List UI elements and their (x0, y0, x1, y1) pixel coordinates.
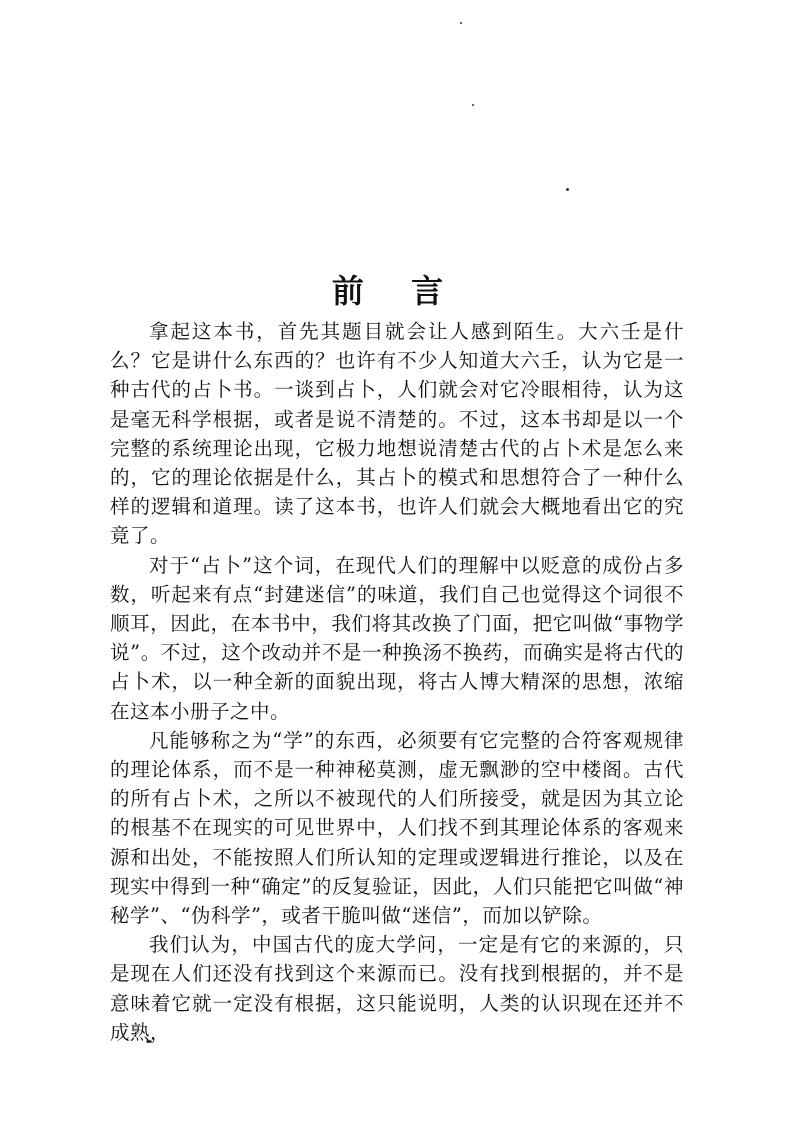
paragraph: 凡能够称之为“学”的东西，必须要有它完整的合符客观规律的理论体系，而不是一种神秘莫测，虚无飘渺的空中楼阁。古代的所有占卜术，之所以不被现代的人们所接受，就是因为其立论的根基不在现实的可见世界中，人们找不到其理论体系的客观来源和出处，不能按照人们所认知的定理或逻辑进行推论，以及在现实中得到一种“确定”的反复验证，因此，人们只能把它叫做“神秘学”、“伪科学”，或者干脆叫做“迷信”，而加以铲除。 (110, 728, 684, 928)
paragraph: 拿起这本书，首先其题目就会让人感到陌生。大六壬是什么？它是讲什么东西的？也许有不少人知道大六壬，认为它是一种古代的占卜书。一谈到占卜，人们就会对它冷眼相待，认为这是毫无科学根据，或者是说不清楚的。不过，这本书却是以一个完整的系统理论出现，它极力地想说清楚古代的占卜术是怎么来的，它的理论依据是什么，其占卜的模式和思想符合了一种什么样的逻辑和道理。读了这本书，也许人们就会大概地看出它的究竟了。 (110, 320, 684, 548)
paragraph: 我们认为，中国古代的庞大学问，一定是有它的来源的，只是现在人们还没有找到这个来源而已。没有找到根据的，并不是意味着它就一定没有根据，这只能说明，人类的认识现在还并不成熟， (110, 933, 684, 1044)
scan-speck (566, 188, 569, 191)
scan-speck (472, 104, 474, 106)
scan-speck (460, 22, 462, 24)
page-title: 前 言 (331, 272, 462, 311)
paragraph: 对于“占卜”这个词，在现代人们的理解中以贬意的成份占多数，听起来有点“封建迷信”的味道，我们自己也觉得这个词很不顺耳，因此，在本书中，我们将其改换了门面，把它叫做“事物学说”。不过，这个改动并不是一种换汤不换药，而确实是将古代的占卜术，以一种全新的面貌出现，将古人博大精深的思想，浓缩在这本小册子之中。 (110, 553, 684, 723)
body-text (110, 317, 684, 1047)
